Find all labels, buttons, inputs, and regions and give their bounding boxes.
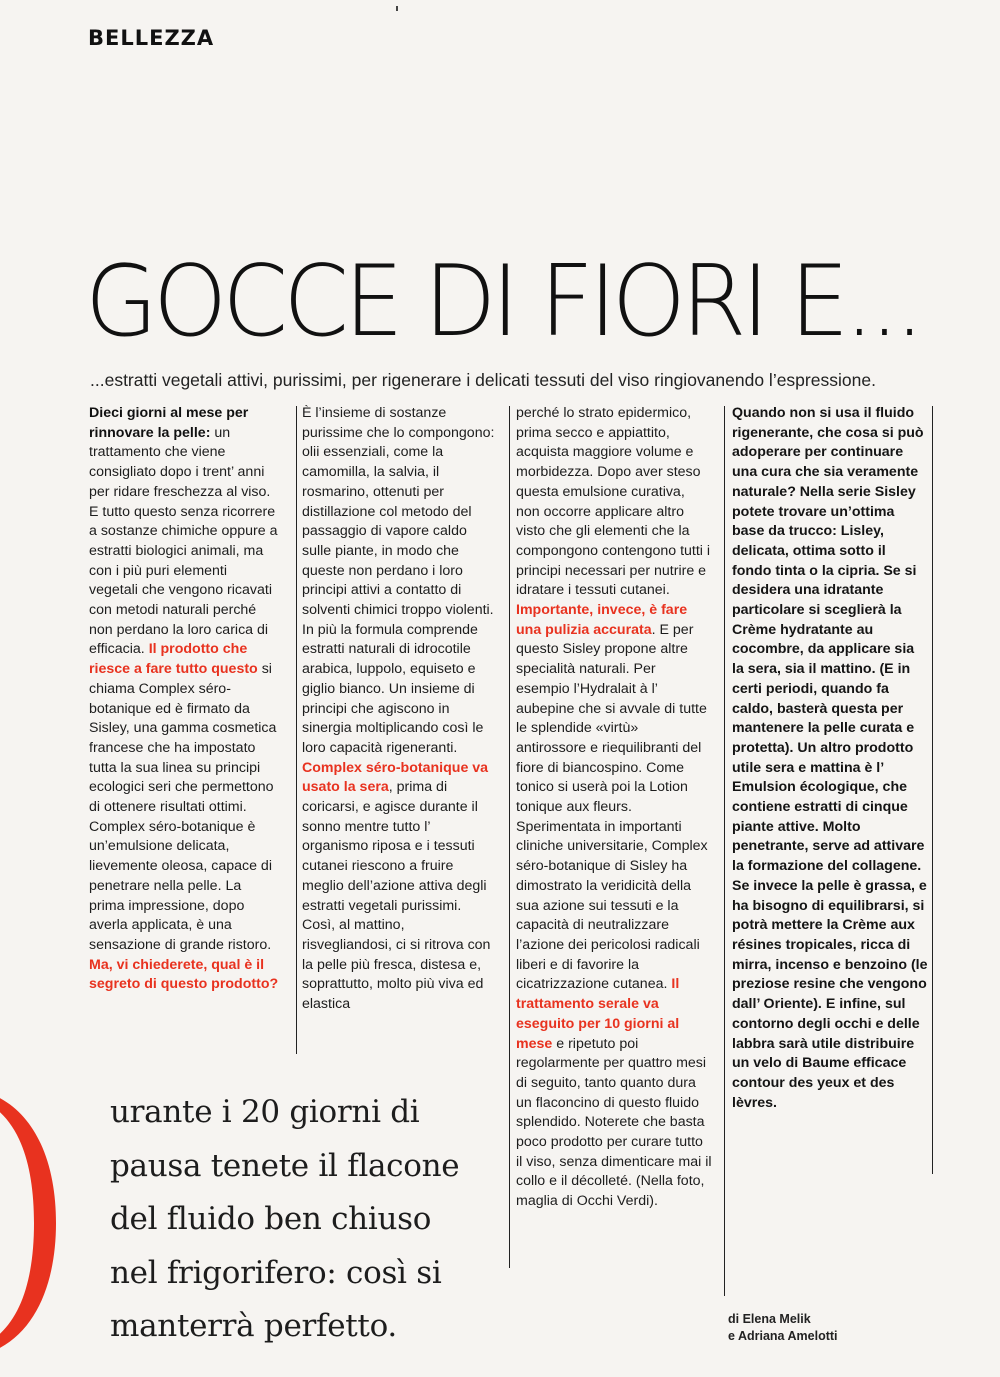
article-title: GOCCE DI FIORI E... [85, 245, 920, 359]
dropcap-d-icon [0, 1088, 60, 1358]
column-3-text-3: e ripetuto poi regolarmente per quattro mesi di seguito, tanto quanto dura un flaconcino di questo fluido splendido. Noterete che basta poco prodotto per curare tutto il viso, senza dimenticare mai il collo e il décolleté. (Nella foto, maglia di Occhi Verdi). [516, 1035, 712, 1210]
section-label: BELLEZZA [88, 26, 215, 50]
pull-quote-line-3: del fluido ben chiuso [110, 1201, 432, 1237]
column-3-text-2: . E per questo Sisley propone altre specialità naturali. Per esempio l’Hydralait à l’ aubepine che si avvale di tutte le splendide «virtù» antirossore e riequilibranti del fiore di biancospino. Come tonico si userà poi la Lotion tonique aux fleurs. Sperimentata in importanti cliniche universitarie, Complex séro-botanique di Sisley ha dimostrato la veridicità della sua azione sui tessuti e la capacità di neutralizzare l’azione dei pericolosi radicali liberi e di favorire la cicatrizzazione cutanea. [516, 621, 708, 993]
byline-line-1: di Elena Melik [728, 1312, 811, 1326]
byline-line-2: e Adriana Amelotti [728, 1329, 838, 1343]
byline [728, 1311, 838, 1345]
column-3-highlight-1: Importante, invece, è fare una pulizia accurata [516, 602, 688, 638]
column-1-highlight-1: Il prodotto che riesce a fare tutto questo [89, 641, 258, 678]
column-1 [89, 404, 279, 995]
column-2-highlight-1: Complex séro-botanique va usato la sera [302, 759, 489, 796]
column-4 [732, 404, 928, 1113]
column-2-text-1: È l’insieme di sostanze purissime che lo compongono: olii essenziali, come la camomilla, la salvia, il rosmarino, ottenuti per distillazione col metodo del passaggio di vapore caldo sulle piante, in modo che queste non perdano i loro principi attivi a contatto di solventi chimici troppo violenti. In più la formula comprende estratti naturali di idrocotile arabica, luppolo, equiseto e giglio bianco. Un insieme di principi che agiscono in sinergia moltiplicando così le loro capacità rigeneranti. [302, 405, 495, 756]
pull-quote-line-2: pausa tenete il flacone [110, 1147, 460, 1184]
column-4-text: Quando non si usa il fluido rigenerante, che cosa si può adoperare per continuare una cura che sia veramente naturale? Nella serie Sisley potete trovare un’ottima base da trucco: Lisley, delicata, ottima sotto il fondo tinta o la cipria. Se si desidera una idratante particolare si sceglierà la Crème hydratante au cocombre, da applicare sia la sera, sia il mattino. (E in certi periodi, quando fa caldo, basterà questa per mantenere la pelle curata e protetta). Un altro prodotto utile sera e mattina è l’ Emulsion écologique, che contiene estratti di cinque piante attive. Molto penetrante, serve ad attivare la formazione del collagene. Se invece la pelle è grassa, e ha bisogno di equilibrarsi, si potrà mettere la Crème aux résines tropicales, ricca di mirra, incenso e benzoino (le preziose resine che vengono dall’ Oriente). E infine, sul contorno degli occhi e delle labbra sarà utile distribuire un velo di Baume efficace contour des yeux et des lèvres. [732, 405, 928, 1111]
column-2-text-2: , prima di coricarsi, e agisce durante il sonno mentre tutto l’ organismo riposa e i tessuti cutanei riescono a fruire meglio dell’azione attiva degli estratti vegetali purissimi. Così, al mattino, risvegliandosi, ci si ritrova con la pelle più fresca, distesa e, soprattutto, molto più viva ed elastica [302, 779, 491, 1013]
article-subtitle: ...estratti vegetali attivi, purissimi, per rigenerare i delicati tessuti del viso ringiovanendo l’espressione. [90, 370, 876, 390]
column-2 [302, 404, 497, 1015]
column-3 [516, 404, 712, 1212]
column-rule-1 [296, 406, 297, 1054]
column-1-text-2: si chiama Complex séro-botanique ed è firmato da Sisley, una gamma cosmetica francese che ha impostato tutta la sua linea su principi ecologici seri che permettono di ottenere risultati ottimi. Complex séro-botanique è un’emulsione delicata, lievemente oleosa, capace di penetrare nella pelle. La prima impressione, dopo averla applicata, è una sensazione di grande ristoro. [89, 661, 277, 953]
column-1-lead: Dieci giorni al mese per rinnovare la pelle: [89, 405, 249, 441]
pull-quote-line-4: nel frigorifero: così si [110, 1254, 442, 1291]
pull-quote-line-1: urante i 20 giorni di [110, 1094, 420, 1130]
print-mark [396, 6, 398, 11]
pull-quote [110, 1086, 510, 1354]
pull-quote-line-5: manterrà perfetto. [110, 1308, 397, 1344]
column-3-highlight-2: Il trattamento serale va eseguito per 10 giorni al mese [516, 976, 680, 1052]
column-1-text-1: un trattamento che viene consigliato dopo i trent’ anni per ridare freschezza al viso. E tutto questo senza ricorrere a sostanze chimiche oppure a estratti biologici animali, ma con i più puri elementi vegetali che vengono ricavati con metodi naturali perché non perdano la loro carica di efficacia. [89, 424, 278, 658]
column-rule-4 [932, 406, 933, 1174]
column-3-text-1: perché lo strato epidermico, prima secco e appiattito, acquista maggiore volume e morbidezza. Dopo aver steso questa emulsione curativa, non occorre applicare altro visto che gli elementi che la compongono contengono tutti i principi necessari per nutrire e idratare i tessuti cutanei. [516, 405, 711, 599]
column-1-highlight-2: Ma, vi chiederete, qual è il segreto di questo prodotto? [89, 956, 279, 993]
column-rule-3 [724, 406, 725, 1296]
